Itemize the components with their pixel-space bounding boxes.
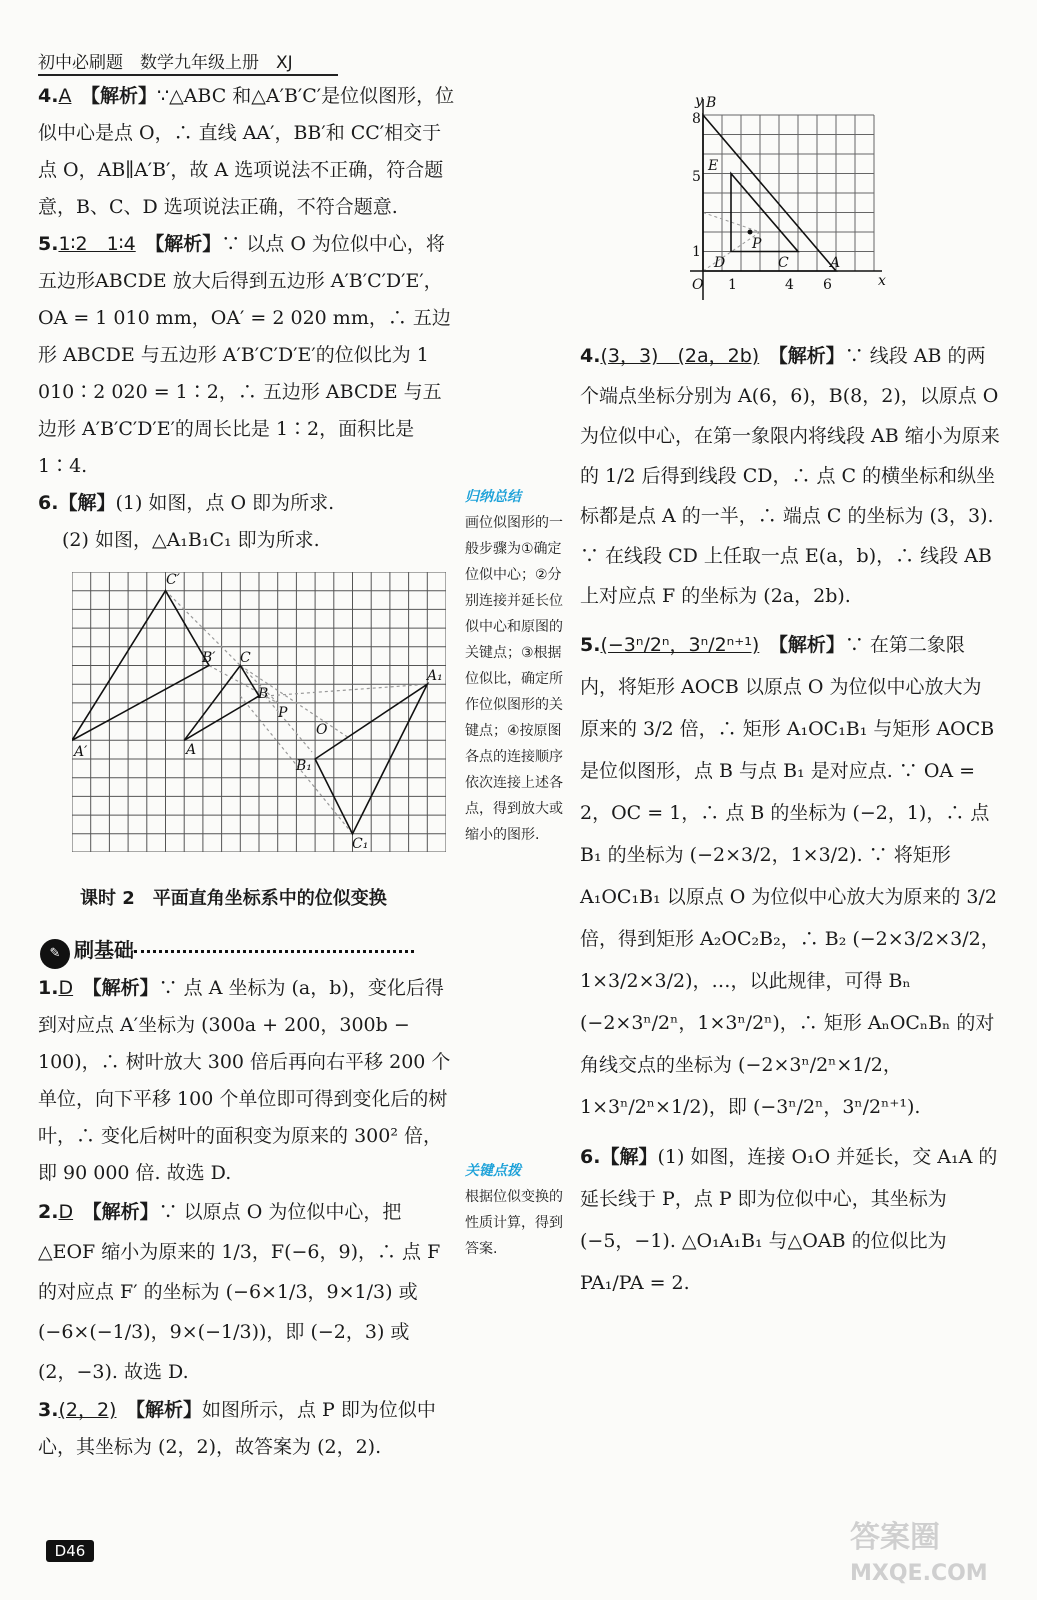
page-header: 初中必刷题 数学九年级上册 XJ — [38, 48, 338, 76]
answer-6: 6.【解】(1) 如图，点 O 即为所求. — [38, 492, 335, 514]
label-b-prime: B′ — [202, 650, 216, 666]
label-a1: A₁ — [427, 668, 443, 684]
label-c: C — [240, 650, 251, 666]
label-c: C — [778, 255, 789, 271]
label-x-axis: x — [878, 273, 886, 289]
side-note-key: 关键点拨 根据位似变换的性质计算，得到答案. — [465, 1163, 563, 1257]
x-tick-6: 6 — [823, 277, 832, 293]
answer-r4: 4.(3，3) (2a，2b) 【解析】∵ 线段 AB 的两个端点坐标分别为 A(6，6)，B(8，2)，以原点 O 为位似中心，在第一象限内将线段 AB 缩小为原来的 1/2 后得到线段 CD，∴ 点 C 的横坐标和纵坐标都是点 A 的一半，∴ 端点 C 的坐标为 (3，3). ∵ 在线段 CD 上任取一点 E(a，b)，∴ 线段 AB 上对应点 F 的坐标为 (2a，2b). — [580, 345, 1005, 607]
right-column — [580, 336, 1005, 1304]
label-a-prime: A′ — [74, 744, 88, 760]
label-c-prime: C′ — [166, 572, 180, 588]
label-origin: O — [692, 277, 704, 293]
basic-answer-2: 2.D 【解析】∵ 以原点 O 为位似中心，把△EOF 缩小为原来的 1/3，F(−6，9)，∴ 点 F 的对应点 F′ 的坐标为 (−6×1/3，9×1/3) 或 (−6×(−1/3)，9×(−1/3))，即 (−2，3) 或 (2，−3). 故选 D. — [38, 1201, 447, 1383]
y-tick-8: 8 — [692, 111, 701, 127]
pen-icon: ✎ — [40, 939, 70, 969]
answer-5: 5.1∶2 1∶4 【解析】∵ 以点 O 为位似中心，将五边形ABCDE 放大后得到五边形 A′B′C′D′E′，OA = 1 010 mm，OA′ = 2 020 mm，∴ 五边形 ABCDE 与五边形 A′B′C′D′E′的位似比为 1 010∶2 020 = 1∶2，∴ 五边形 ABCDE 与五边形 A′B′C′D′E′的周长比是 1∶2，面积比是 1∶4. — [38, 233, 451, 477]
triangles — [72, 591, 427, 834]
section-title: 课时 2 平面直角坐标系中的位似变换 — [80, 888, 387, 909]
label-o: O — [316, 722, 328, 738]
label-b: B — [258, 686, 269, 702]
label-a: A — [186, 742, 197, 758]
dotted-rule — [134, 950, 414, 953]
label-e: E — [708, 158, 719, 174]
label-p: P — [278, 705, 288, 721]
grid-figure — [72, 572, 446, 852]
label-c1: C₁ — [352, 836, 369, 852]
coordinate-figure — [690, 95, 890, 300]
y-tick-1: 1 — [692, 244, 701, 260]
label-d: D — [714, 255, 726, 271]
label-p: P — [752, 236, 762, 252]
answer-r6: 6.【解】(1) 如图，连接 O₁O 并延长，交 A₁A 的延长线于 P，点 P 即为位似中心，其坐标为 (−5，−1). △O₁A₁B₁ 与△OAB 的位似比为 PA₁/PA = 2. — [580, 1146, 998, 1294]
y-tick-5: 5 — [692, 169, 701, 185]
left-column-lower — [38, 970, 458, 1466]
point-p — [748, 230, 753, 235]
answer-r5: 5.(−3ⁿ/2ⁿ，3ⁿ/2ⁿ⁺¹) 【解析】∵ 在第二象限内，将矩形 AOCB 以原点 O 为位似中心放大为原来的 3/2 倍，∴ 矩形 A₁OC₁B₁ 与矩形 AOCB 是位似图形，点 B 与点 B₁ 是对应点. ∵ OA = 2，OC = 1，∴ 点 B 的坐标为 (−2，1)，∴ 点 B₁ 的坐标为 (−2×3/2，1×3/2). ∵ 将矩形 A₁OC₁B₁ 以原点 O 为位似中心放大为原来的 3/2 倍，得到矩形 A₂OC₂B₂，∴ B₂ (−2×3/2×3/2，1×3/2×3/2)，…，以此规律，可得 Bₙ (−2×3ⁿ/2ⁿ，1×3ⁿ/2ⁿ)，∴ 矩形 AₙOCₙBₙ 的对角线交点的坐标为 (−2×3ⁿ/2ⁿ×1/2，1×3ⁿ/2ⁿ×1/2)，即 (−3ⁿ/2ⁿ，3ⁿ/2ⁿ⁺¹). — [580, 634, 1004, 1118]
watermark: 答案圈 MXQE.COM — [850, 1520, 988, 1586]
side-note-summary: 归纳总结 画位似图形的一般步骤为①确定位似中心；②分别连接并延长位似中心和原图的关键点；③根据位似比，确定所作位似图形的关键点；④按原图各点的连接顺序依次连接上述各点，得到放大或缩小的图形. — [465, 489, 563, 843]
label-b1: B₁ — [296, 758, 312, 774]
basic-answer-3: 3.(2，2) 【解析】如图所示，点 P 即为位似中心，其坐标为 (2，2)，故答案为 (2，2). — [38, 1399, 436, 1458]
basic-answer-1: 1.D 【解析】∵ 点 A 坐标为 (a，b)，变化后得到对应点 A′坐标为 (300a + 200，300b − 100)，∴ 树叶放大 300 倍后再向右平移 200 个单位，向下平移 100 个单位即可得到变化后的树叶，∴ 变化后树叶的面积变为原来的 300² 倍，即 90 000 倍. 故选 D. — [38, 977, 451, 1184]
left-column — [38, 78, 458, 559]
basic-title: ✎ 刷基础 — [40, 934, 450, 964]
page-number: D46 — [46, 1540, 94, 1562]
answer-6-part2: (2) 如图，△A₁B₁C₁ 即为所求. — [62, 529, 320, 551]
label-y-axis: y — [695, 95, 703, 109]
grid-lines — [72, 572, 446, 852]
x-tick-4: 4 — [785, 277, 794, 293]
x-tick-1: 1 — [728, 277, 737, 293]
label-b: B — [706, 95, 717, 111]
answer-4: 4.A 【解析】∵△ABC 和△A′B′C′是位似图形，位似中心是点 O，∴ 直线 AA′，BB′和 CC′相交于点 O，AB∥A′B′，故 A 选项说法不正确，符合题意，B、C、D 选项说法正确，不符合题意. — [38, 85, 455, 218]
label-a: A — [830, 255, 841, 271]
coord-grid — [703, 115, 874, 271]
